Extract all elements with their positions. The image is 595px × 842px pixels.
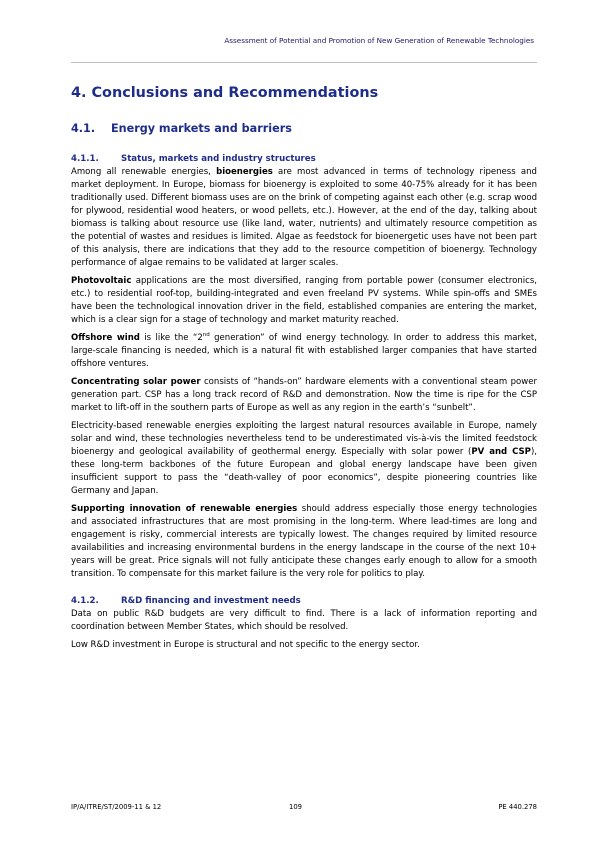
subsubsection-title: R&D financing and investment needs — [121, 596, 301, 606]
paragraph-electricity-renewables: Electricity-based renewable energies exploiting the largest natural resources available in Europe, namely solar and wind, these technologies nevertheless tend to be underestimated vis-à-vis the limited feedstock bioenergy and geological availability of geothermal energy. Especially with solar power (PV and CSP), these long-term backbones of the future European and global energy landscape have been given insufficient support to pass the “death-valley of poor economics”, despite pioneering countries like Germany and Japan. — [71, 421, 537, 496]
subsubsection-heading-1 — [71, 154, 537, 165]
subsection-title: Energy markets and barriers — [111, 122, 292, 135]
paragraph-photovoltaic: Photovoltaic applications are the most diversified, ranging from portable power (consumer electronics, etc.) to residential roof-top, building-integrated and even freeland PV systems. While spin-offs and SMEs have been the technological innovation driver in the field, established companies are entering the market, which is a clear sign for a stage of technology and market maturity reached. — [71, 276, 537, 325]
subsection-heading — [71, 122, 537, 136]
paragraph-offshore-wind: Offshore wind is like the “2nd generation” of wind energy technology. In order to address this market, large-scale financing is needed, which is a natural fit with established larger companies that have started offshore ventures. — [71, 332, 537, 369]
paragraph-csp: Concentrating solar power consists of “hands-on” hardware elements with a conventional steam power generation part. CSP has a long track record of R&D and demonstration. Now the time is ripe for the CSP market to lift-off in the southern parts of Europe as well as any region in the earth’s “sunbelt”. — [71, 377, 537, 413]
page-number: 109 — [289, 803, 302, 811]
header-divider — [71, 62, 537, 63]
subsubsection-number: 4.1.1. — [71, 154, 99, 164]
paragraph-bioenergies: Among all renewable energies, bioenergies are most advanced in terms of technology ripeness and market deployment. In Europe, biomass for bioenergy is exploited to some 40-75% already for it has been traditionally used. Different biomass uses are on the brink of competing against each other (e.g. scrap wood for plywood, residential wood heaters, or wood pellets, etc.). However, at the end of the day, talking about biomass is talking about resource use (like land, water, nutrients) and ultimately resource competition as the potential of wastes and residues is limited. Algae as feedstock for bioenergetic uses have not been part of this analysis, there are indications that they add to the resource competition of bioenergy. Technology performance of algae remains to be validated at larger scales. — [71, 167, 537, 268]
running-header: Assessment of Potential and Promotion of New Generation of Renewable Technologies — [224, 36, 534, 45]
section-number: 4. — [71, 85, 87, 101]
section-heading — [71, 84, 537, 102]
subsubsection-number: 4.1.2. — [71, 596, 99, 606]
subsubsection-title: Status, markets and industry structures — [121, 154, 316, 164]
paragraph-supporting-innovation: Supporting innovation of renewable energies should address especially those energy technologies and associated infrastructures that are most promising in the long-term. Where lead-times are long and engagement is risky, commercial interests are typically lowest. The changes required by limited resource availabilities and increasing environmental burdens in the energy landscape in the course of the next 10+ years will be great. Price signals will not fully anticipate these changes early enough to allow for a smooth transition. To compensate for this market failure is the very role for politics to play. — [71, 504, 538, 579]
subsubsection-heading-2 — [71, 596, 537, 607]
footer-document-ref: IP/A/ITRE/ST/2009-11 & 12 — [71, 803, 162, 811]
footer-pe-number: PE 440.278 — [498, 803, 537, 811]
paragraph-rd-budgets: Data on public R&D budgets are very difficult to find. There is a lack of information reporting and coordination between Member States, which should be resolved. — [71, 609, 537, 632]
paragraph-rd-investment: Low R&D investment in Europe is structural and not specific to the energy sector. — [71, 640, 420, 650]
section-title: Conclusions and Recommendations — [91, 85, 379, 101]
subsection-number: 4.1. — [71, 122, 96, 135]
page-content — [71, 84, 537, 657]
